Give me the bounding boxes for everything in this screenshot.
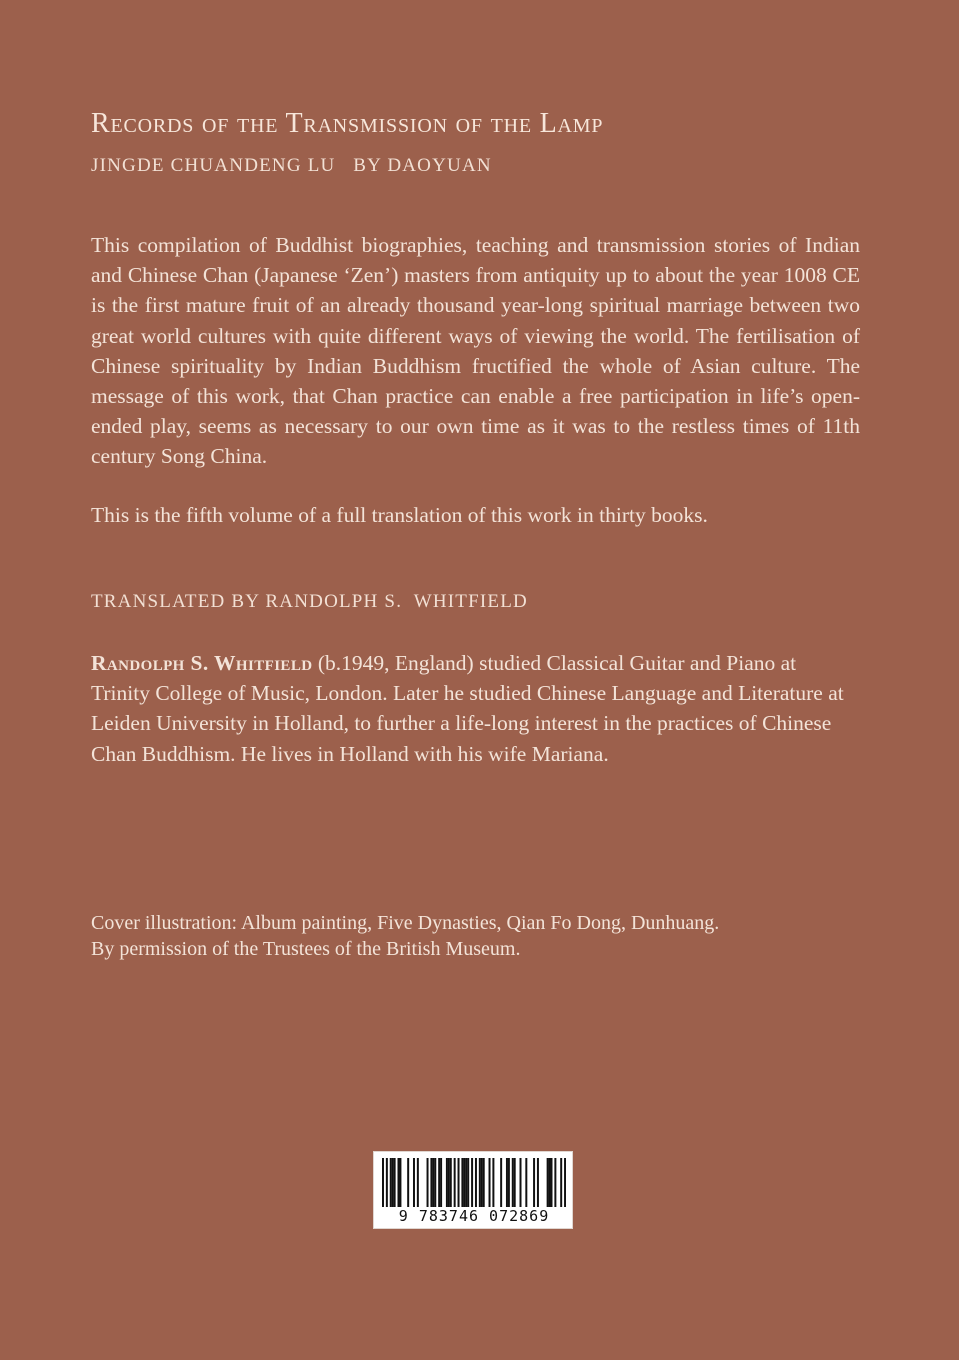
barcode-bar: [463, 1158, 465, 1207]
barcode-bar: [520, 1158, 522, 1207]
barcode-bar: [549, 1158, 551, 1207]
barcode-bar: [547, 1158, 549, 1207]
cover-credit-line-1: Cover illustration: Album painting, Five Dynasties, Qian Fo Dong, Dunhuang.: [91, 912, 720, 934]
barcode-bar: [394, 1158, 396, 1207]
barcode-bar: [417, 1158, 419, 1207]
translator-bio-text: (b.1949, England) studied Classical Guitar and Piano at Trinity College of Music, London. Later he studied Chinese Language and Literature at Leiden University in Holland, to further a life-long interest in the practices of Chinese Chan Buddhism. He lives in Holland with his wife Mariana.: [91, 651, 844, 766]
barcode-bar: [465, 1158, 467, 1207]
barcode-bar: [533, 1158, 535, 1207]
volume-note: This is the fifth volume of a full translation of this work in thirty books.: [91, 503, 708, 527]
barcode-bar: [440, 1158, 442, 1207]
barcode-bar: [392, 1158, 394, 1207]
barcode-bar: [397, 1158, 399, 1207]
cover-credit: [91, 910, 860, 962]
barcode-bar: [489, 1158, 491, 1207]
barcode-bar: [554, 1158, 556, 1207]
barcode-bar: [432, 1158, 434, 1207]
barcode-bar: [506, 1158, 508, 1207]
barcode-bar: [446, 1158, 448, 1207]
barcode-bar: [382, 1158, 384, 1207]
isbn-barcode: [373, 1151, 573, 1229]
barcode-bar: [471, 1158, 473, 1207]
barcode-bar: [413, 1158, 415, 1207]
translator-bio: [91, 648, 860, 769]
barcode-bar: [450, 1158, 452, 1207]
barcode-bar: [537, 1158, 539, 1207]
barcode-bar: [399, 1158, 401, 1207]
book-subtitle: JINGDE CHUANDENG LU BY DAOYUAN: [91, 155, 492, 176]
barcode-bar: [407, 1158, 409, 1207]
barcode-bar: [434, 1158, 436, 1207]
barcode-bar: [525, 1158, 527, 1207]
barcode-bar: [551, 1158, 553, 1207]
barcode-bar: [438, 1158, 440, 1207]
translator-name: Randolph S. Whitfield: [91, 651, 313, 675]
barcode-bar: [479, 1158, 481, 1207]
barcode-bar: [564, 1158, 566, 1207]
barcode-bar: [560, 1158, 562, 1207]
cover-credit-line-2: By permission of the Trustees of the British Museum.: [91, 938, 521, 960]
barcode-digits: 9 783746 072869: [398, 1207, 550, 1225]
barcode-bar: [430, 1158, 432, 1207]
translator-heading: TRANSLATED BY RANDOLPH S. WHITFIELD: [91, 591, 528, 612]
barcode-bar: [483, 1158, 485, 1207]
barcode-bar: [386, 1158, 388, 1207]
barcode-bar: [448, 1158, 450, 1207]
barcode-bar: [508, 1158, 510, 1207]
barcode-bars-icon: [382, 1158, 566, 1207]
barcode-bar: [512, 1158, 514, 1207]
intro-paragraph: This compilation of Buddhist biographies, teaching and transmission stories of Indian and Chinese Chan (Japanese ‘Zen’) masters from antiquity up to about the year 1008 CE is the first mature fruit of an already thousand year-long spiritual marriage between two great world cultures with quite different ways of viewing the world. The fertilisation of Chinese spirituality by Indian Buddhism fructified the whole of Asian culture. The message of this work, that Chan practice can enable a free participation in life’s open-ended play, seems as necessary to our own time as it was to the restless times of 11th century Song China.: [91, 233, 860, 469]
barcode-bar: [467, 1158, 469, 1207]
barcode-bar: [514, 1158, 516, 1207]
book-title: Records of the Transmission of the Lamp: [91, 108, 604, 139]
barcode-bar: [454, 1158, 456, 1207]
barcode-bar: [461, 1158, 463, 1207]
barcode-bar: [427, 1158, 429, 1207]
barcode-bar: [500, 1158, 502, 1207]
barcode-bar: [481, 1158, 483, 1207]
barcode-bar: [458, 1158, 460, 1207]
barcode-bar: [492, 1158, 494, 1207]
barcode-bar: [475, 1158, 477, 1207]
barcode-bar: [390, 1158, 392, 1207]
